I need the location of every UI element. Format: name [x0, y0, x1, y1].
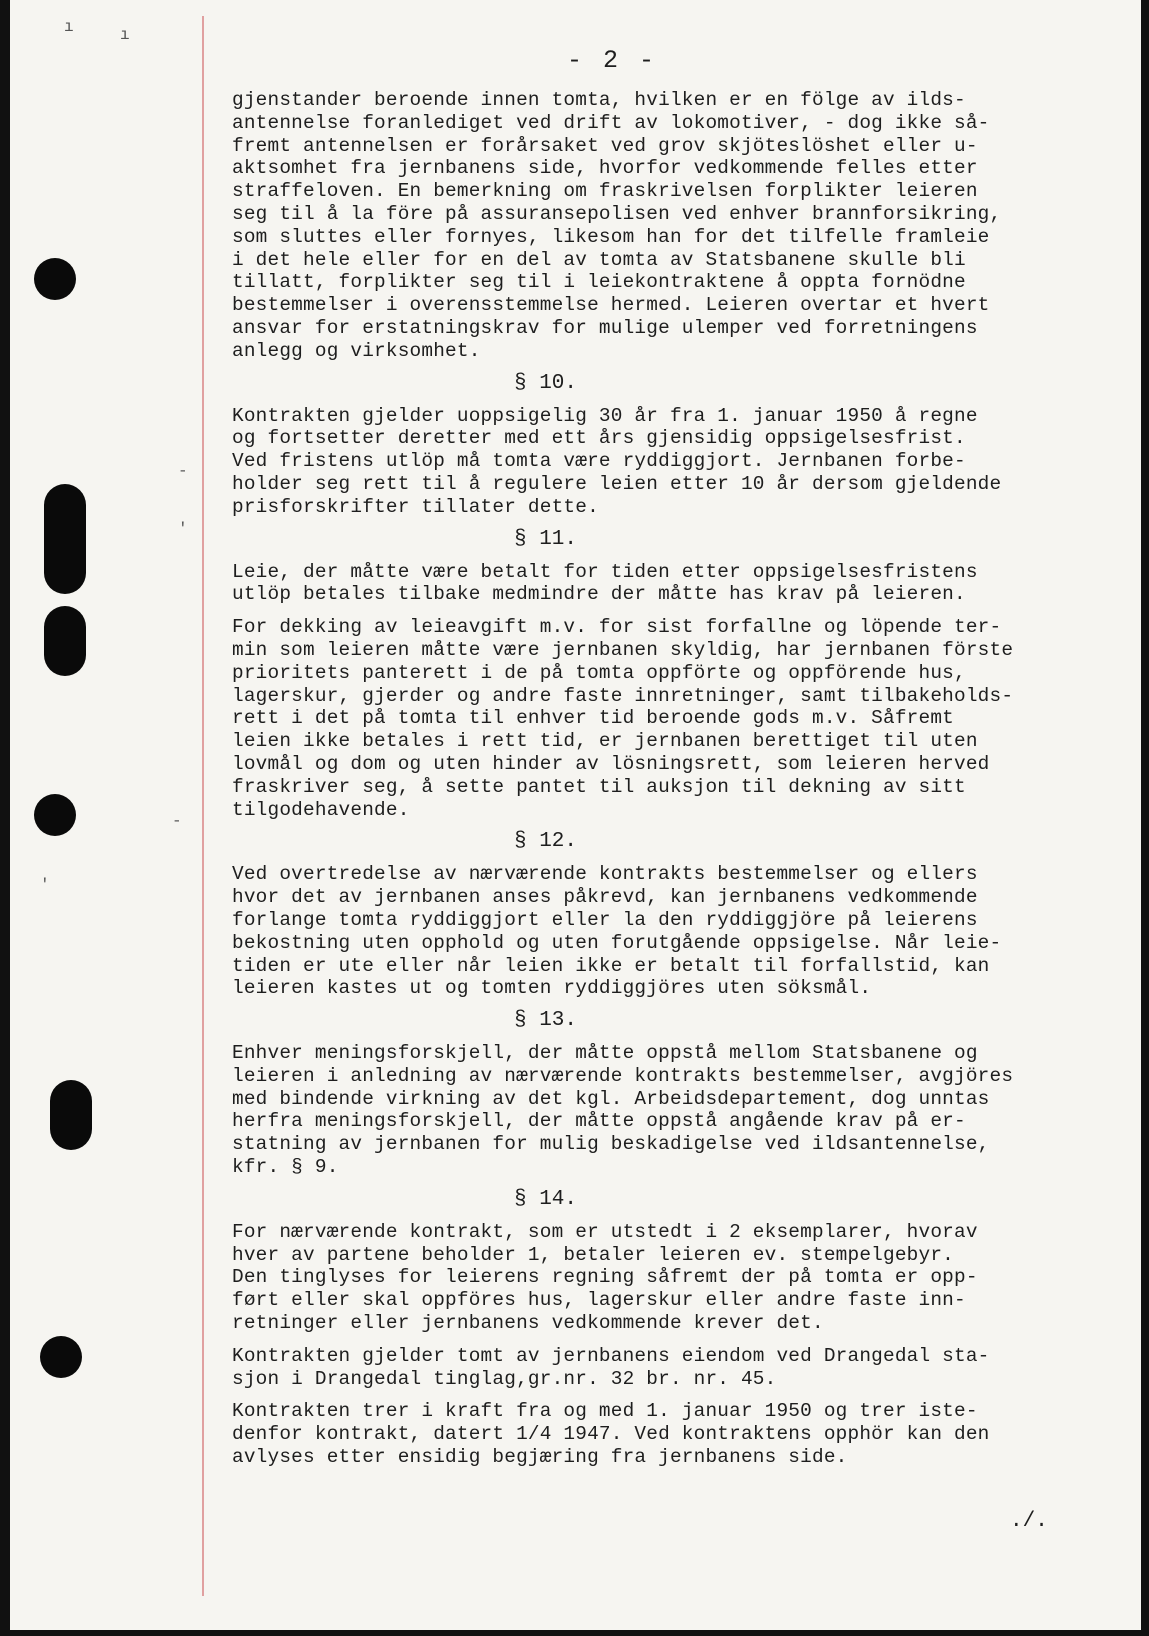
text-line: hver av partene beholder 1, betaler leieren ev. stempelgebyr.: [232, 1243, 955, 1266]
text-line: med bindende virkning av det kgl. Arbeidsdepartement, dog unntas: [232, 1087, 990, 1110]
punch-hole: [44, 606, 86, 676]
text-line: bestemmelser i overensstemmelse hermed. Leieren overtar et hvert: [232, 294, 990, 317]
margin-tick: -: [172, 812, 182, 830]
text-line: min som leieren måtte være jernbanen skyldig, har jernbanen förste: [232, 638, 1014, 661]
text-line: fremt antennelsen er forårsaket ved grov skjöteslöshet eller u-: [232, 134, 978, 157]
text-line: Ved overtredelse av nærværende kontrakts bestemmelser og ellers: [232, 863, 978, 886]
margin-tick: ': [178, 520, 188, 538]
scan-border-right: [1141, 0, 1149, 1636]
section-heading: § 13.: [514, 1009, 578, 1033]
text-line: ført eller skal oppföres hus, lagerskur eller andre faste inn-: [232, 1289, 966, 1312]
text-line: sjon i Drangedal tinglag,gr.nr. 32 br. nr. 45.: [232, 1367, 777, 1390]
text-line: Kontrakten trer i kraft fra og med 1. januar 1950 og trer iste-: [232, 1400, 978, 1423]
text-line: Ved fristens utlöp må tomta være ryddiggjort. Jernbanen forbe-: [232, 450, 966, 473]
text-line: hvor det av jernbanen anses påkrevd, kan jernbanens vedkommende: [232, 886, 978, 909]
section-heading: § 12.: [514, 830, 578, 854]
text-line: gjenstander beroende innen tomta, hvilken er en fölge av ilds-: [232, 89, 966, 111]
text-line: straffeloven. En bemerkning om fraskrivelsen forplikter leieren: [232, 180, 978, 203]
punch-hole: [40, 1336, 82, 1378]
scan-border-bottom: [0, 1630, 1149, 1636]
text-line: som sluttes eller fornyes, likesom han for det tilfelle framleie: [232, 225, 990, 248]
sections-container: [232, 89, 1112, 1469]
continuation-mark: ./.: [1010, 1510, 1048, 1533]
page-number: - 2 -: [566, 46, 657, 75]
text-line: retninger eller jernbanens vedkommende krever det.: [232, 1312, 824, 1335]
punch-hole: [44, 484, 86, 594]
text-line: Den tinglyses for leierens regning såfremt der på tomta er opp-: [232, 1266, 978, 1289]
paragraph-gap: [232, 606, 1112, 616]
text-line: holder seg rett til å regulere leien etter 10 år dersom gjeldende: [232, 472, 1002, 495]
text-line: bekostning uten opphold og uten forutgående oppsigelse. Når leie-: [232, 931, 1002, 954]
margin-tick: ': [40, 876, 50, 894]
text-line: Kontrakten gjelder tomt av jernbanens eiendom ved Drangedal sta-: [232, 1344, 990, 1367]
text-line: leieren kastes ut og tomten ryddiggjöres uten söksmål.: [232, 977, 872, 1000]
text-line: statning av jernbanen for mulig beskadigelse ved ildsantennelse,: [232, 1133, 990, 1156]
text-line: aktsomhet fra jernbanens side, hvorfor vedkommende felles etter: [232, 157, 978, 180]
punch-hole: [34, 258, 76, 300]
text-line: For nærværende kontrakt, som er utstedt i 2 eksemplarer, hvorav: [232, 1220, 978, 1243]
text-line: leieren i anledning av nærværende kontrakts bestemmelser, avgjöres: [232, 1064, 1014, 1087]
section-heading: § 11.: [514, 527, 578, 551]
text-line: seg til å la före på assuransepolisen ved enhver brannforsikring,: [232, 202, 1002, 225]
text-line: anlegg og virksomhet.: [232, 339, 481, 362]
punch-hole: [50, 1080, 92, 1150]
text-line: antennelse foranlediget ved drift av lokomotiver, - dog ikke så-: [232, 111, 990, 134]
text-line: denfor kontrakt, datert 1/4 1947. Ved kontraktens opphör kan den: [232, 1423, 990, 1446]
margin-tick: -: [178, 462, 188, 480]
text-line: fraskriver seg, å sette pantet til auksjon til dekning av sitt: [232, 775, 966, 798]
text-line: kfr. § 9.: [232, 1156, 339, 1179]
text-line: herfra meningsforskjell, der måtte oppstå angående krav på er-: [232, 1110, 966, 1133]
text-line: avlyses etter ensidig begjæring fra jernbanens side.: [232, 1446, 848, 1469]
text-line: Leie, der måtte være betalt for tiden etter oppsigelsesfristens: [232, 560, 978, 583]
text-line: i det hele eller for en del av tomta av Statsbanene skulle bli: [232, 248, 966, 271]
paragraph-gap: [232, 1390, 1112, 1400]
text-line: utlöp betales tilbake medmindre der måtte has krav på leieren.: [232, 583, 966, 606]
text-line: tillatt, forplikter seg til i leiekontraktene å oppta fornödne: [232, 271, 966, 294]
text-line: Enhver meningsforskjell, der måtte oppstå mellom Statsbanene og: [232, 1042, 978, 1065]
text-line: tiden er ute eller når leien ikke er betalt til forfallstid, kan: [232, 954, 990, 977]
punch-hole: [34, 794, 76, 836]
text-line: lagerskur, gjerder og andre faste innretninger, samt tilbakeholds-: [232, 684, 1014, 707]
text-line: forlange tomta ryddiggjort eller la den ryddiggjöre på leierens: [232, 908, 978, 931]
section-heading: § 14.: [514, 1187, 578, 1211]
document-body: [232, 46, 1112, 1469]
text-line: Kontrakten gjelder uoppsigelig 30 år fra 1. januar 1950 å regne: [232, 404, 978, 427]
paragraph-gap: [232, 1335, 1112, 1345]
text-line: prioritets panterett i de på tomta oppförte og oppförende hus,: [232, 661, 966, 684]
corner-mark: ı: [120, 26, 130, 44]
margin-rule: [202, 16, 204, 1596]
corner-mark: ı: [64, 18, 74, 36]
text-line: prisforskrifter tillater dette.: [232, 495, 599, 518]
text-line: ansvar for erstatningskrav for mulige ulemper ved forretningens: [232, 316, 978, 339]
text-line: For dekking av leieavgift m.v. for sist forfallne og löpende ter-: [232, 616, 1002, 639]
text-line: leien ikke betales i rett tid, er jernbanen berettiget til uten: [232, 730, 978, 753]
text-line: rett i det på tomta til enhver tid beroende gods m.v. Såfremt: [232, 707, 955, 730]
text-line: tilgodehavende.: [232, 798, 410, 821]
scan-border-left: [0, 0, 10, 1636]
section-heading: § 10.: [514, 371, 578, 395]
text-line: og fortsetter deretter med ett års gjensidig oppsigelsesfrist.: [232, 427, 966, 450]
text-line: lovmål og dom og uten hinder av lösningsrett, som leieren herved: [232, 752, 990, 775]
